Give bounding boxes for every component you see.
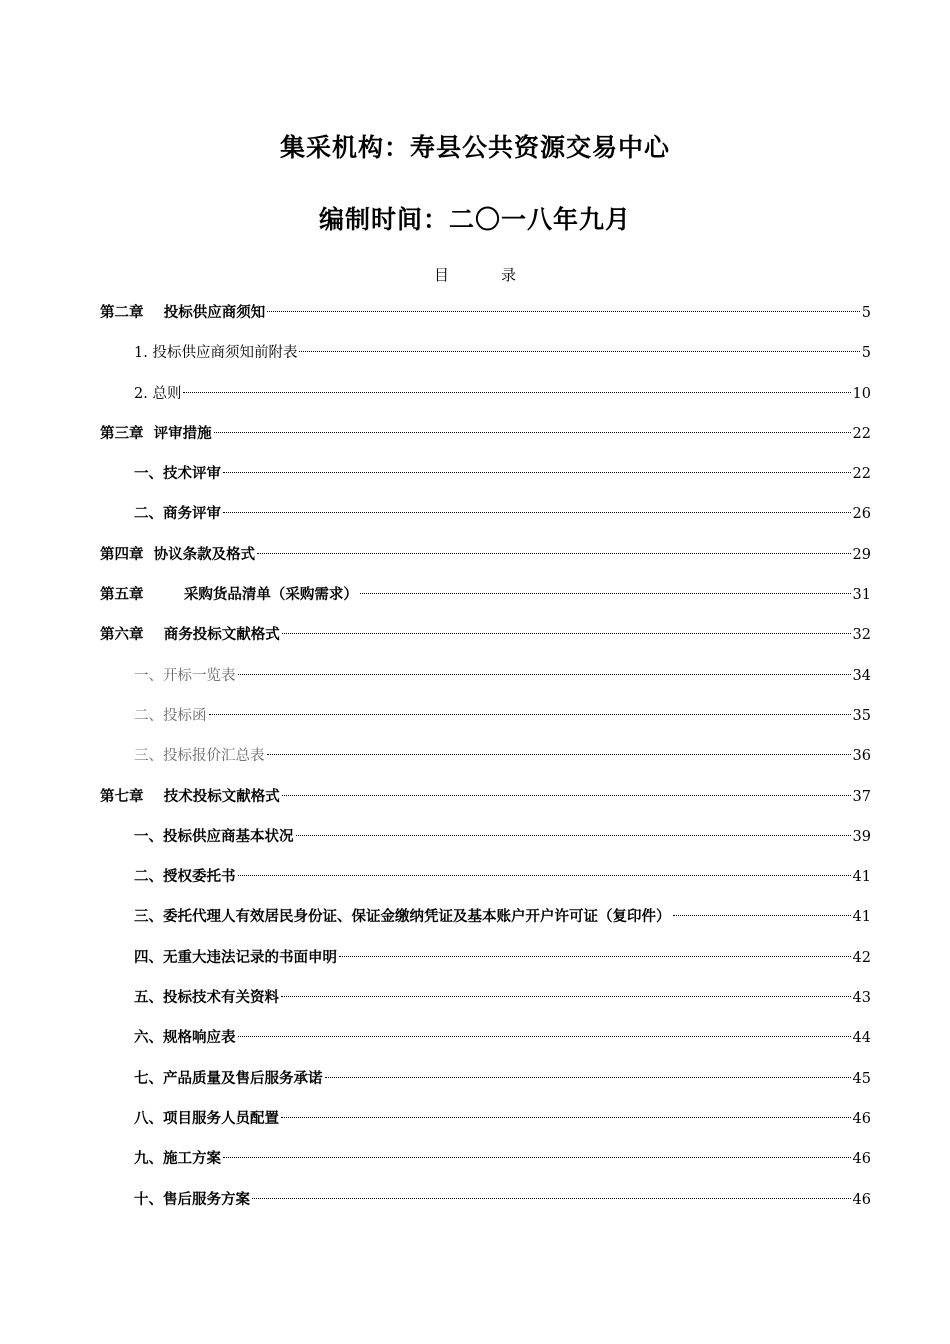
toc-entry-page: 26 — [852, 506, 871, 523]
toc-entry-label: 二、商务评审 — [134, 505, 221, 523]
toc-leader — [296, 835, 851, 836]
toc-entry[interactable] — [100, 542, 871, 582]
toc-entry-label: 1. 投标供应商须知前附表 — [134, 345, 298, 362]
toc-entry-page: 22 — [852, 466, 871, 483]
toc-entry-label: 九、施工方案 — [134, 1150, 221, 1168]
toc-entry-label: 一、技术评审 — [134, 465, 221, 483]
toc-leader — [360, 593, 851, 594]
toc-entry-page: 22 — [852, 425, 871, 442]
toc-leader — [238, 1036, 851, 1037]
compile-date-title: 编制时间：二〇一八年九月 — [318, 205, 631, 234]
toc-leader — [281, 1117, 851, 1118]
toc-entry-page: 39 — [852, 828, 871, 845]
toc-entry-label: 三、委托代理人有效居民身份证、保证金缴纳凭证及基本账户开户许可证（复印件） — [134, 908, 671, 926]
toc-entry[interactable] — [100, 1187, 871, 1227]
toc-entry-label: 第六章 商务投标文献格式 — [100, 626, 280, 644]
procurement-agency-title: 集采机构：寿县公共资源交易中心 — [279, 133, 670, 162]
toc-leader — [214, 432, 851, 433]
toc-entry-label: 第七章 技术投标文献格式 — [100, 787, 280, 805]
toc-leader — [282, 795, 851, 796]
toc-leader — [238, 674, 851, 675]
toc-entry-label: 四、无重大违法记录的书面申明 — [134, 948, 337, 966]
toc-leader — [183, 392, 850, 393]
toc-leader — [257, 553, 850, 554]
toc-entry-label: 二、授权委托书 — [134, 868, 236, 886]
toc-entry-label: 七、产品质量及售后服务承诺 — [134, 1069, 323, 1087]
toc-entry-label: 六、规格响应表 — [134, 1029, 236, 1047]
toc-entry[interactable] — [100, 461, 871, 501]
toc-leader — [209, 714, 851, 715]
toc-entry[interactable] — [100, 300, 871, 340]
toc-entry-page: 32 — [852, 627, 871, 644]
toc-heading — [0, 264, 950, 285]
toc-entry[interactable] — [100, 703, 871, 743]
toc-entry[interactable] — [100, 1146, 871, 1186]
toc-entry[interactable] — [100, 1106, 871, 1146]
toc-entry-page: 5 — [861, 345, 871, 362]
toc-leader — [223, 1157, 851, 1158]
toc-entry[interactable] — [100, 864, 871, 904]
toc-entry[interactable] — [100, 622, 871, 662]
toc-entry-page: 46 — [852, 1191, 871, 1208]
toc-entry-page: 35 — [852, 707, 871, 724]
toc-heading-right: 录 — [501, 266, 517, 284]
toc-entry[interactable] — [100, 381, 871, 421]
toc-leader — [267, 311, 860, 312]
toc-entry-page: 37 — [852, 788, 871, 805]
toc-leader — [238, 875, 851, 876]
toc-leader — [299, 351, 859, 352]
toc-entry-page: 10 — [852, 385, 871, 402]
toc-entry[interactable] — [100, 784, 871, 824]
toc-entry-label: 第三章 评审措施 — [100, 424, 212, 442]
toc-entry-label: 二、投标函 — [134, 707, 207, 724]
toc-entry[interactable] — [100, 582, 871, 622]
toc-entry-label: 一、投标供应商基本状况 — [134, 827, 294, 845]
toc-leader — [252, 1198, 851, 1199]
toc-leader — [267, 754, 851, 755]
toc-leader — [281, 996, 851, 997]
toc-entry[interactable] — [100, 663, 871, 703]
toc-entry-page: 46 — [852, 1151, 871, 1168]
toc-entry-page: 42 — [852, 949, 871, 966]
toc-entry-label: 五、投标技术有关资料 — [134, 989, 279, 1007]
toc-entry-label: 第五章 采购货品清单（采购需求） — [100, 586, 358, 604]
toc-entry-page: 43 — [852, 990, 871, 1007]
toc-entry-page: 5 — [861, 305, 871, 321]
toc-entry[interactable] — [100, 945, 871, 985]
toc-entry-page: 34 — [852, 667, 871, 684]
toc-entry[interactable] — [100, 985, 871, 1025]
toc-entry[interactable] — [100, 501, 871, 541]
toc-entry-label: 第四章 协议条款及格式 — [100, 545, 256, 563]
toc-entry[interactable] — [100, 743, 871, 783]
toc-entry[interactable] — [100, 421, 871, 461]
toc-entry-label: 三、投标报价汇总表 — [134, 748, 265, 765]
toc-entry[interactable] — [100, 340, 871, 380]
toc-entry[interactable] — [100, 1066, 871, 1106]
toc-entry-label: 一、开标一览表 — [134, 667, 236, 684]
toc-leader — [673, 915, 851, 916]
toc-entry[interactable] — [100, 1025, 871, 1065]
toc-entry-label: 2. 总则 — [134, 385, 182, 402]
toc-entry-page: 46 — [852, 1110, 871, 1127]
toc-leader — [223, 472, 851, 473]
toc-leader — [282, 633, 851, 634]
toc-entry-page: 36 — [852, 748, 871, 765]
toc-entry[interactable] — [100, 904, 871, 944]
toc-entry[interactable] — [100, 824, 871, 864]
toc-entry-page: 29 — [852, 546, 871, 563]
toc-entry-label: 第二章 投标供应商须知 — [100, 304, 266, 321]
toc-entry-label: 十、售后服务方案 — [134, 1190, 250, 1208]
toc-entry-page: 41 — [852, 909, 871, 926]
table-of-contents — [100, 300, 871, 1227]
toc-heading-left: 目 — [433, 266, 449, 284]
toc-entry-page: 45 — [852, 1070, 871, 1087]
toc-entry-page: 31 — [852, 587, 871, 604]
toc-entry-label: 八、项目服务人员配置 — [134, 1109, 279, 1127]
toc-entry-page: 41 — [852, 869, 871, 886]
toc-entry-page: 44 — [852, 1030, 871, 1047]
toc-leader — [325, 1077, 851, 1078]
toc-leader — [223, 512, 851, 513]
toc-leader — [339, 956, 851, 957]
